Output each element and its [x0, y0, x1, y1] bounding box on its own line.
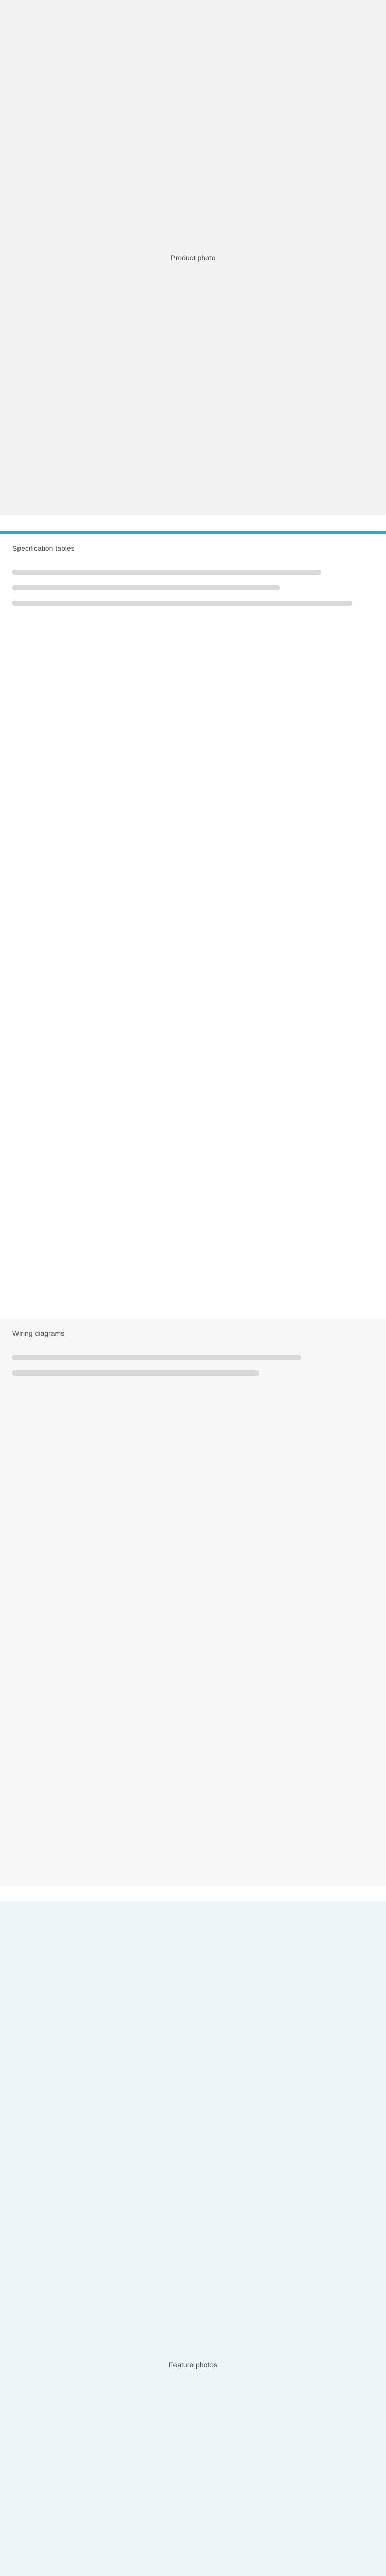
spec-section-placeholder — [0, 531, 386, 1303]
placeholder-line — [12, 585, 280, 590]
hero-image-placeholder — [0, 0, 386, 515]
wiring-label: Wiring diagrams — [12, 1329, 65, 1337]
wiring-section-placeholder — [0, 1319, 386, 1886]
placeholder-line — [12, 1370, 259, 1376]
spec-label: Specification tables — [12, 544, 75, 552]
feature-section-placeholder — [0, 1901, 386, 2576]
placeholder-line — [12, 570, 321, 575]
placeholder-line — [12, 601, 352, 606]
hero-label: Product photo — [170, 253, 216, 262]
feature-label: Feature photos — [168, 2361, 218, 2369]
placeholder-line — [12, 1355, 301, 1360]
